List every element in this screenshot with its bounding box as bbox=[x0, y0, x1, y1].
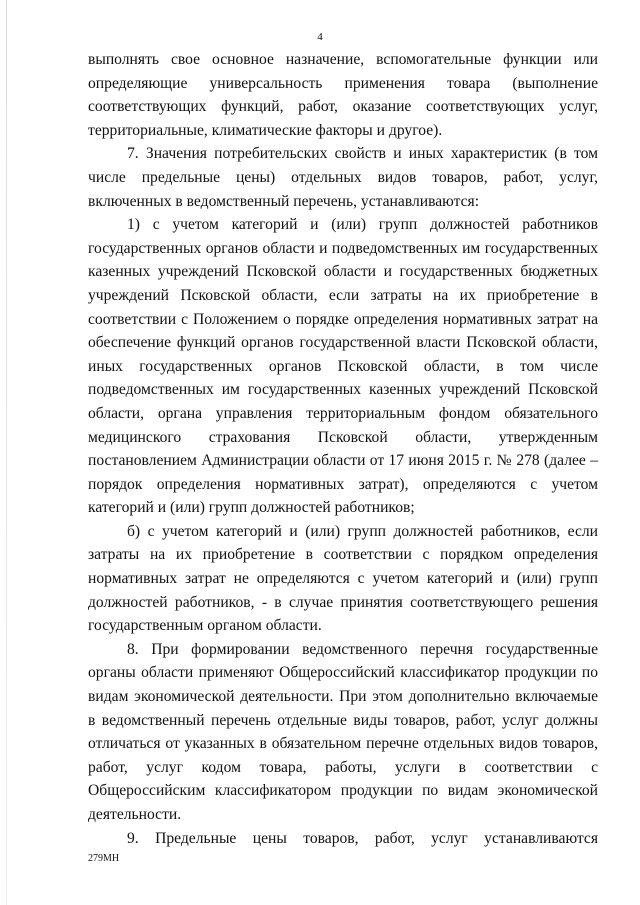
scan-edge bbox=[6, 0, 7, 905]
paragraph-continuation: выполнять свое основное назначение, вспомогательные функции или определяющие универсальность применения товара (выполнение соответствующих функций, работ, оказание соответствующих услуг, территориальные, климатические факторы и другое). bbox=[88, 51, 598, 139]
page-number: 4 bbox=[317, 31, 323, 43]
paragraph-item-8: 8. При формировании ведомственного перечня государственные органы области применяют Общероссийский классификатор продукции по видам экономической деятельности. При этом дополнительно включаемые в ведомственный перечень отдельные виды товаров, работ, услуг должны отличаться от указанных в обязательном перечне отдельных видов товаров, работ, услуг кодом товара, работы, услуги в соответствии с Общероссийским классификатором продукции по видам экономической деятельности. bbox=[88, 640, 598, 823]
document-body bbox=[88, 48, 598, 850]
paragraph-item-9: 9. Предельные цены товаров, работ, услуг устанавливаются bbox=[127, 829, 598, 847]
paragraph-subitem-1: 1) с учетом категорий и (или) групп должностей работников государственных органов области и подведомственных им государственных казенных учреждений Псковской области и государственных бюджетных учреждений Псковской области, если затраты на их приобретение в соответствии с Положением о порядке определения нормативных затрат на обеспечение функций органов государственной власти Псковской области, иных государственных органов Псковской области, в том числе подведомственных им государственных казенных учреждений Псковской области, органа управления территориальным фондом обязательного медицинского страхования Псковской области, утвержденным постановлением Администрации области от 17 июня 2015 г. № 278 (далее – порядок определения нормативных затрат), определяются с учетом категорий и (или) групп должностей работников; bbox=[88, 216, 598, 517]
paragraph-item-7: 7. Значения потребительских свойств и иных характеристик (в том числе предельные цены) отдельных видов товаров, работ, услуг, включенных в ведомственный перечень, устанавливаются: bbox=[88, 145, 598, 210]
paragraph-subitem-b: б) с учетом категорий и (или) групп должностей работников, если затраты на их приобретение в соответствии с порядком определения нормативных затрат не определяются с учетом категорий и (или) групп должностей работников, - в случае принятия соответствующего решения государственным органом области. bbox=[88, 522, 598, 635]
footer-code: 279МН bbox=[88, 853, 120, 864]
